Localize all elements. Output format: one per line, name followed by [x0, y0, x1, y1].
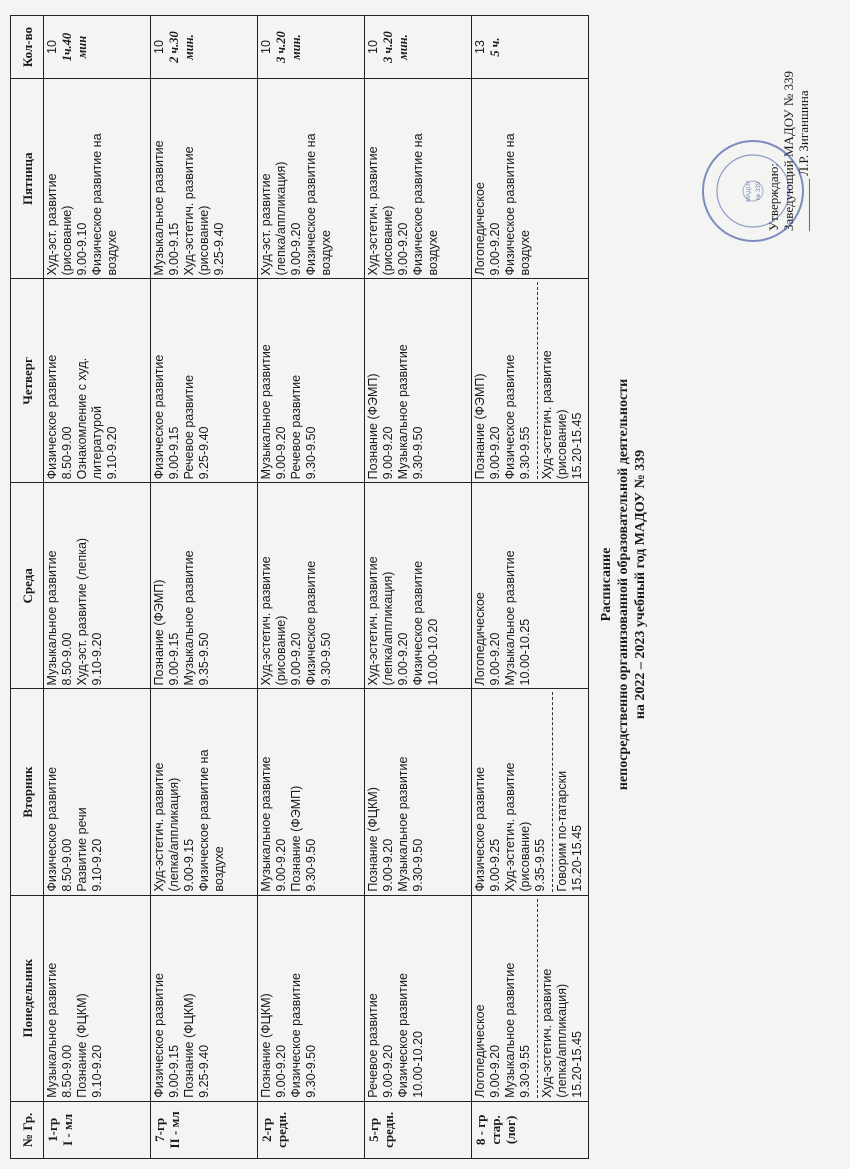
cell-line: 9.00-9.15	[182, 838, 196, 892]
document-title	[598, 0, 649, 1169]
cell-line: Физическое развитие	[304, 560, 318, 686]
cell-line: 2 ч.30	[167, 31, 181, 63]
cell-thu	[365, 279, 472, 483]
cell-mon	[44, 895, 151, 1101]
cell-fri	[258, 79, 365, 279]
cell-line: (рисование)	[197, 205, 211, 276]
header-monday: Понедельник	[11, 895, 44, 1101]
cell-tue	[365, 689, 472, 895]
cell-line: Физическое развитие	[152, 354, 166, 480]
cell-group	[44, 1101, 151, 1158]
cell-line: Речевое развитие	[366, 993, 380, 1098]
table-row	[44, 16, 151, 1159]
cell-line: Логопедическое	[473, 1004, 487, 1098]
svg-text:№ 339: № 339	[756, 181, 762, 201]
cell-line: 9.25-9.40	[197, 1044, 211, 1098]
cell-line: II - мл	[167, 1111, 182, 1149]
cell-line: 10	[152, 40, 166, 54]
table-row	[258, 16, 365, 1159]
cell-tue	[44, 689, 151, 895]
cell-line: 13	[473, 40, 487, 54]
cell-line: Физическое развитие на	[503, 133, 517, 276]
cell-line: 5-гр	[366, 1117, 381, 1142]
cell-line: Худ-эстетич. развитие	[540, 350, 554, 480]
cell-line: Познание (ФЭМП)	[473, 373, 487, 480]
cell-line: Физическое развитие на	[304, 133, 318, 276]
cell-line: средн.	[274, 1111, 289, 1148]
cell-line: Познание (ФЭМП)	[366, 373, 380, 480]
cell-line: 9.25-9.40	[197, 426, 211, 480]
dashed-divider	[537, 899, 538, 1098]
cell-tue	[258, 689, 365, 895]
cell-line: Музыкальное развитие	[503, 962, 517, 1098]
cell-line: Физическое развитие	[45, 766, 59, 892]
cell-line: 9.00-9.20	[274, 426, 288, 480]
cell-line: Логопедическое	[473, 592, 487, 686]
cell-line: мин	[75, 35, 89, 59]
cell-tue	[151, 689, 258, 895]
cell-line: (рисование)	[555, 409, 569, 480]
cell-wed	[365, 483, 472, 689]
cell-line: 9.30-9.50	[304, 426, 318, 480]
cell-mon	[472, 895, 589, 1101]
round-stamp-icon	[700, 138, 806, 244]
cell-fri	[365, 79, 472, 279]
cell-group	[365, 1101, 472, 1158]
cell-line: воздухе	[212, 846, 226, 892]
cell-line: 9.35-9.50	[197, 632, 211, 686]
dashed-divider	[537, 282, 538, 479]
cell-line: Познание (ФЭМП)	[289, 785, 303, 892]
table-row	[365, 16, 472, 1159]
cell-line: 9.10-9.20	[90, 632, 104, 686]
cell-line: 9.30-9.50	[319, 632, 333, 686]
cell-line: 9.00-9.15	[167, 632, 181, 686]
cell-wed	[258, 483, 365, 689]
cell-fri	[44, 79, 151, 279]
cell-line: 10.00-10.20	[426, 618, 440, 686]
cell-line: воздухе	[319, 230, 333, 276]
cell-line: Физическое развитие	[289, 973, 303, 1098]
cell-line: Худ-эст. развитие	[45, 173, 59, 276]
cell-line: Познание (ФЭМП)	[152, 579, 166, 686]
schedule-table	[10, 15, 589, 1159]
cell-line: 8.50-9.00	[60, 838, 74, 892]
table-row	[472, 16, 589, 1159]
table-row	[151, 16, 258, 1159]
header-row	[11, 16, 44, 1159]
cell-line: Физическое развитие	[152, 973, 166, 1098]
cell-line: Познание (ФЦКМ)	[259, 993, 273, 1098]
cell-line: Музыкальное развитие	[45, 962, 59, 1098]
header-group: № Гр.	[11, 1101, 44, 1158]
cell-fri	[151, 79, 258, 279]
cell-line: Музыкальное развитие	[45, 550, 59, 686]
cell-line: Физическое развитие	[396, 973, 410, 1098]
cell-line: средн.	[381, 1111, 396, 1148]
cell-mon	[365, 895, 472, 1101]
cell-line: литературой	[90, 406, 104, 480]
cell-line: 9.00-9.20	[381, 838, 395, 892]
cell-line: Музыкальное развитие	[396, 344, 410, 480]
cell-line: 9.00-9.10	[75, 222, 89, 276]
cell-line: Музыкальное развитие	[503, 550, 517, 686]
cell-line: 9.30-9.55	[518, 426, 532, 480]
cell-line: Познание (ФЦКМ)	[75, 993, 89, 1098]
cell-line: Речевое развитие	[289, 374, 303, 480]
cell-line: 1ч.40	[60, 32, 74, 62]
title-line-2: непосредственно организованной образовательной деятельности	[616, 378, 631, 791]
title-line-3: на 2022 – 2023 учебный год МАДОУ № 339	[633, 449, 648, 720]
cell-line: Худ-эстетич. развитие	[152, 762, 166, 892]
cell-line: Музыкальное развитие	[259, 344, 273, 480]
cell-count	[258, 16, 365, 79]
cell-line: 10.00-10.20	[411, 1031, 425, 1098]
cell-line: Физическое развитие	[473, 766, 487, 892]
header-thursday: Четверг	[11, 279, 44, 483]
cell-mon	[151, 895, 258, 1101]
cell-line: Музыкальное развитие	[152, 140, 166, 276]
cell-line: стар.	[488, 1115, 503, 1145]
cell-line: 9.30-9.50	[304, 1044, 318, 1098]
cell-line: Худ-эстетич. развитие	[259, 556, 273, 686]
cell-line: 3 ч.20	[381, 31, 395, 63]
cell-line: (рисование)	[60, 205, 74, 276]
cell-line: 15.20-15.45	[570, 412, 584, 480]
cell-line: (рисование)	[274, 615, 288, 686]
cell-line: Говорим по-татарски	[555, 770, 569, 892]
cell-line: мин.	[289, 34, 303, 60]
cell-line: 10	[366, 40, 380, 54]
cell-line: (рисование)	[518, 821, 532, 892]
cell-line: Худ-эстетич. развитие	[540, 968, 554, 1098]
cell-line: Физическое развитие на	[90, 133, 104, 276]
cell-thu	[151, 279, 258, 483]
cell-line: 9.30-9.50	[411, 426, 425, 480]
cell-line: 9.00-9.20	[396, 222, 410, 276]
cell-line: Худ-эст. развитие	[259, 173, 273, 276]
cell-line: Физическое развитие на	[411, 133, 425, 276]
cell-line: воздухе	[426, 230, 440, 276]
cell-line: 1-гр	[45, 1117, 60, 1142]
cell-line: (лепка/аппликация)	[274, 161, 288, 276]
cell-group	[151, 1101, 258, 1158]
cell-line: 9.10-9.20	[90, 838, 104, 892]
cell-count	[44, 16, 151, 79]
cell-line: 5 ч.	[488, 37, 502, 57]
cell-count	[365, 16, 472, 79]
dashed-divider	[552, 692, 553, 891]
header-tuesday: Вторник	[11, 689, 44, 895]
cell-line: 15.20-15.45	[570, 1031, 584, 1098]
cell-count	[151, 16, 258, 79]
cell-line: Музыкальное развитие	[182, 550, 196, 686]
cell-line: 8 - гр	[473, 1114, 488, 1146]
cell-line: 8.50-9.00	[60, 426, 74, 480]
cell-line: Физическое развитие	[503, 354, 517, 480]
cell-line: 9.00-9.20	[396, 632, 410, 686]
cell-line: 9.00-9.20	[381, 1044, 395, 1098]
cell-line: 9.00-9.20	[488, 1044, 502, 1098]
cell-fri	[472, 79, 589, 279]
cell-line: 9.00-9.20	[488, 632, 502, 686]
header-wednesday: Среда	[11, 483, 44, 689]
cell-line: Худ-эстетич. развитие	[503, 762, 517, 892]
cell-line: Физическое развитие	[45, 354, 59, 480]
title-line-1: Расписание	[599, 547, 614, 622]
approval-line-1: Утверждаю:	[766, 163, 781, 231]
cell-line: Худ-эст. развитие (лепка)	[75, 537, 89, 686]
cell-line: 15.20-15.45	[570, 824, 584, 892]
cell-line: воздухе	[105, 230, 119, 276]
cell-line: 9.00-9.20	[381, 426, 395, 480]
cell-count	[472, 16, 589, 79]
cell-line: Худ-эстетич. развитие	[366, 146, 380, 276]
cell-line: 9.00-9.20	[274, 838, 288, 892]
approval-line-2: Заведующий МАДОУ № 339	[781, 70, 796, 231]
cell-line: Физическое развитие на	[197, 749, 211, 892]
cell-line: Речевое развитие	[182, 374, 196, 480]
cell-line: 10.00-10.25	[518, 618, 532, 686]
cell-line: 7-гр	[152, 1117, 167, 1142]
cell-line: 9.30-9.55	[518, 1044, 532, 1098]
cell-line: Физическое развитие	[411, 560, 425, 686]
cell-thu	[258, 279, 365, 483]
cell-line: 8.50-9.00	[60, 632, 74, 686]
cell-mon	[258, 895, 365, 1101]
cell-line: 8.50-9.00	[60, 1044, 74, 1098]
cell-wed	[44, 483, 151, 689]
cell-line: (лог)	[503, 1115, 518, 1145]
cell-line: Худ-эстетич. развитие	[182, 146, 196, 276]
cell-line: Познание (ФЦКМ)	[182, 993, 196, 1098]
cell-tue	[472, 689, 589, 895]
cell-line: 9.10-9.20	[90, 1044, 104, 1098]
cell-line: Логопедическое	[473, 182, 487, 276]
cell-line: Музыкальное развитие	[396, 756, 410, 892]
cell-line: 9.10-9.20	[105, 426, 119, 480]
cell-line: Худ-эстетич. развитие	[366, 556, 380, 686]
cell-line: (рисование)	[381, 205, 395, 276]
cell-line: 9.00-9.15	[167, 1044, 181, 1098]
header-count: Кол-во	[11, 16, 44, 79]
cell-line: 9.00-9.20	[488, 222, 502, 276]
cell-line: 9.30-9.50	[304, 838, 318, 892]
cell-line: (лепка/аппликация)	[555, 983, 569, 1098]
cell-wed	[472, 483, 589, 689]
cell-group	[258, 1101, 365, 1158]
cell-line: 9.00-9.15	[167, 222, 181, 276]
cell-thu	[44, 279, 151, 483]
cell-line: Развитие речи	[75, 807, 89, 892]
cell-line: 9.00-9.20	[289, 632, 303, 686]
cell-wed	[151, 483, 258, 689]
cell-line: мин.	[182, 34, 196, 60]
cell-line: 9.30-9.50	[411, 838, 425, 892]
cell-line: 9.00-9.20	[274, 1044, 288, 1098]
cell-line: (лепка/аппликация)	[381, 571, 395, 686]
schedule-body	[44, 16, 589, 1159]
cell-line: 10	[259, 40, 273, 54]
cell-thu	[472, 279, 589, 483]
cell-line: 9.35-9.55	[533, 838, 547, 892]
approval-line-3: ________ Л.Р. Зиганшина	[796, 90, 811, 231]
cell-line: воздухе	[518, 230, 532, 276]
cell-line: Музыкальное развитие	[259, 756, 273, 892]
cell-line: 9.00-9.15	[167, 426, 181, 480]
cell-line: I - мл	[60, 1113, 75, 1146]
svg-text:МАДОУ: МАДОУ	[746, 180, 752, 202]
cell-line: 9.00-9.25	[488, 838, 502, 892]
cell-line: Ознакомление с худ.	[75, 357, 89, 480]
cell-line: (лепка/аппликация)	[167, 777, 181, 892]
cell-line: 9.25-9.40	[212, 222, 226, 276]
cell-line: 3 ч.20	[274, 31, 288, 63]
cell-line: Познание (ФЦКМ)	[366, 787, 380, 892]
cell-line: 9.00-9.20	[488, 426, 502, 480]
cell-line: 2-гр	[259, 1117, 274, 1142]
cell-group	[472, 1101, 589, 1158]
cell-line: 10	[45, 40, 59, 54]
header-friday: Пятница	[11, 79, 44, 279]
cell-line: 9.00-9.20	[289, 222, 303, 276]
cell-line: мин.	[396, 34, 410, 60]
